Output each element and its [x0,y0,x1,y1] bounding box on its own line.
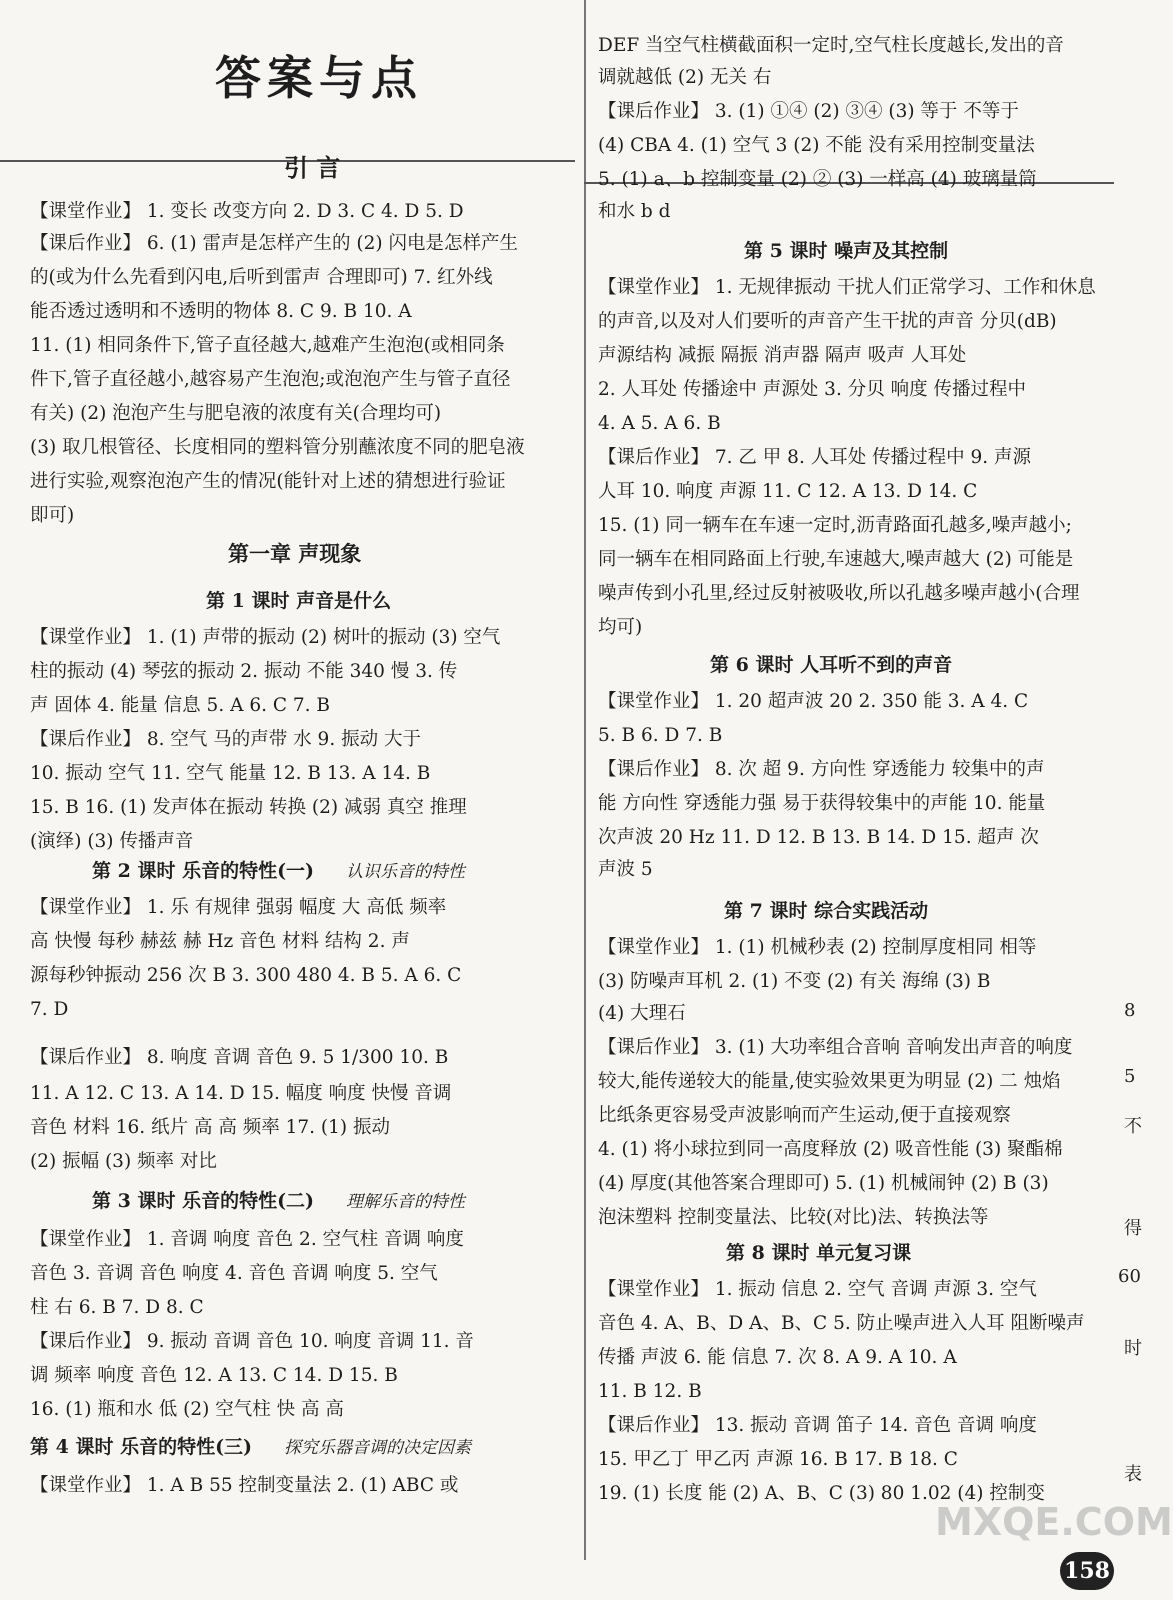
answer-line: (2) 振幅 (3) 频率 对比 [30,1151,217,1172]
section-heading [724,896,928,923]
answer-line: 5. (1) a、b 控制变量 (2) ② (3) 一样高 (4) 玻璃量筒 [598,169,1037,190]
edge-fragment: 5 [1124,1066,1136,1087]
answer-line: (4) 大理石 [598,1003,686,1024]
section-heading [92,856,465,883]
answer-line: 11. (1) 相同条件下,管子直径越大,越难产生泡泡(或相同条 [30,335,505,356]
answer-line: 【课后作业】 3. (1) ①④ (2) ③④ (3) 等于 不等于 [598,101,1019,122]
section-heading-text: 第 8 课时 单元复习课 [726,1242,912,1264]
section-heading [726,1238,911,1265]
section-heading [710,650,952,677]
section-heading-text: 第 6 课时 人耳听不到的声音 [710,654,953,676]
answer-line: 传播 声波 6. 能 信息 7. 次 8. A 9. A 10. A [598,1347,957,1368]
answer-line: 【课后作业】 8. 响度 音调 音色 9. 5 1/300 10. B [30,1047,449,1068]
edge-fragment: 60 [1118,1266,1141,1287]
answer-line: 和水 b d [598,201,671,222]
edge-fragment: 8 [1124,1000,1136,1021]
section-heading [284,148,340,183]
answer-line: (演绎) (3) 传播声音 [30,831,194,852]
answer-line: 【课堂作业】 1. (1) 机械秒表 (2) 控制厚度相同 相等 [598,937,1037,958]
answer-line: 【课后作业】 3. (1) 大功率组合音响 音响发出声音的响度 [598,1037,1073,1058]
watermark-text: MXQE.COM [935,1500,1173,1544]
answer-line: 能否透过透明和不透明的物体 8. C 9. B 10. A [30,301,412,322]
answer-line: 源每秒钟振动 256 次 B 3. 300 480 4. B 5. A 6. C [30,965,462,986]
answer-line: 【课后作业】 6. (1) 雷声是怎样产生的 (2) 闪电是怎样产生 [30,233,518,254]
answer-line: 【课堂作业】 1. 音调 响度 音色 2. 空气柱 音调 响度 [30,1229,464,1250]
section-heading [206,586,391,613]
answer-line: 【课堂作业】 1. 20 超声波 20 2. 350 能 3. A 4. C [598,691,1029,712]
section-heading-text: 第 5 课时 噪声及其控制 [744,240,949,262]
section-subtitle: 探究乐器音调的决定因素 [284,1438,472,1458]
answer-line: 高 快慢 每秒 赫兹 赫 Hz 音色 材料 结构 2. 声 [30,931,410,952]
section-heading-text: 第 7 课时 综合实践活动 [724,900,929,922]
page-number: 158 [1060,1552,1114,1590]
section-heading [92,1186,465,1213]
edge-fragment: 不 [1124,1116,1142,1137]
answer-line: 【课堂作业】 1. (1) 声带的振动 (2) 树叶的振动 (3) 空气 [30,627,501,648]
answer-line: 比纸条更容易受声波影响而产生运动,便于直接观察 [598,1105,1011,1126]
answer-line: 【课堂作业】 1. 振动 信息 2. 空气 音调 声源 3. 空气 [598,1279,1037,1300]
answer-line: (4) 厚度(其他答案合理即可) 5. (1) 机械闹钟 (2) B (3) [598,1173,1049,1194]
section-heading-text: 第 4 课时 乐音的特性(三) [30,1436,253,1458]
answer-line: 调就越低 (2) 无关 右 [598,67,772,88]
section-heading [30,1432,471,1459]
answer-line: (3) 取几根管径、长度相同的塑料管分别蘸浓度不同的肥皂液 [30,437,525,458]
answer-line: 11. B 12. B [598,1381,702,1402]
answer-line: 泡沫塑料 控制变量法、比较(对比)法、转换法等 [598,1207,989,1228]
answer-line: 11. A 12. C 13. A 14. D 15. 幅度 响度 快慢 音调 [30,1083,452,1104]
answer-line: 声 固体 4. 能量 信息 5. A 6. C 7. B [30,695,331,716]
answer-line: 次声波 20 Hz 11. D 12. B 13. B 14. D 15. 超声 次 [598,827,1039,848]
answer-line: 声波 5 [598,859,653,880]
answer-line: 【课后作业】 8. 空气 马的声带 水 9. 振动 大于 [30,729,421,750]
answer-line: 15. 甲乙丁 甲乙丙 声源 16. B 17. B 18. C [598,1449,958,1470]
answer-line: 件下,管子直径越小,越容易产生泡泡;或泡泡产生与管子直径 [30,369,511,390]
answer-line: 声源结构 减振 隔振 消声器 隔声 吸声 人耳处 [598,345,967,366]
edge-fragment: 得 [1124,1218,1142,1239]
answer-line: 均可) [598,617,643,638]
edge-fragment: 表 [1124,1464,1142,1485]
answer-line: 【课堂作业】 1. A B 55 控制变量法 2. (1) ABC 或 [30,1475,459,1496]
answer-line: 进行实验,观察泡泡产生的情况(能针对上述的猜想进行验证 [30,471,506,492]
section-heading-text: 第一章 声现象 [228,541,362,566]
answer-line: 的声音,以及对人们要听的声音产生干扰的声音 分贝(dB) [598,311,1057,332]
answer-line: 音色 4. A、B、D A、B、C 5. 防止噪声进入人耳 阻断噪声 [598,1313,1085,1334]
column-divider [584,0,586,1560]
answer-line: (3) 防噪声耳机 2. (1) 不变 (2) 有关 海绵 (3) B [598,971,991,992]
answer-line: 【课后作业】 13. 振动 音调 笛子 14. 音色 音调 响度 [598,1415,1037,1436]
answer-line: 能 方向性 穿透能力强 易于获得较集中的声能 10. 能量 [598,793,1046,814]
answer-line: 调 频率 响度 音色 12. A 13. C 14. D 15. B [30,1365,398,1386]
answer-line: 7. D [30,999,69,1020]
edge-fragment: 时 [1124,1338,1142,1359]
answer-line: 【课后作业】 8. 次 超 9. 方向性 穿透能力 较集中的声 [598,759,1045,780]
answer-line: 音色 材料 16. 纸片 高 高 频率 17. (1) 振动 [30,1117,390,1138]
answer-line: 有关) (2) 泡泡产生与肥皂液的浓度有关(合理均可) [30,403,442,424]
answer-line: 4. A 5. A 6. B [598,413,721,434]
answer-line: 的(或为什么先看到闪电,后听到雷声 合理即可) 7. 红外线 [30,267,493,288]
answer-line: 音色 3. 音调 音色 响度 4. 音色 音调 响度 5. 空气 [30,1263,438,1284]
section-heading-text: 第 2 课时 乐音的特性(一) [92,860,315,882]
answer-line: 5. B 6. D 7. B [598,725,723,746]
answer-line: 【课后作业】 9. 振动 音调 音色 10. 响度 音调 11. 音 [30,1331,474,1352]
answer-line: 人耳 10. 响度 声源 11. C 12. A 13. D 14. C [598,481,978,502]
answer-line: 噪声传到小孔里,经过反射被吸收,所以孔越多噪声越小(合理 [598,583,1080,604]
answer-line: 2. 人耳处 传播途中 声源处 3. 分贝 响度 传播过程中 [598,379,1026,400]
answer-line: 【课后作业】 7. 乙 甲 8. 人耳处 传播过程中 9. 声源 [598,447,1031,468]
answer-line: 19. (1) 长度 能 (2) A、B、C (3) 80 1.02 (4) 控制变 [598,1483,1045,1504]
answer-line: 柱 右 6. B 7. D 8. C [30,1297,204,1318]
answer-line: 【课堂作业】 1. 乐 有规律 强弱 幅度 大 高低 频率 [30,897,447,918]
answer-line: 较大,能传递较大的能量,使实验效果更为明显 (2) 二 烛焰 [598,1071,1061,1092]
answer-line: 4. (1) 将小球拉到同一高度释放 (2) 吸音性能 (3) 聚酯棉 [598,1139,1063,1160]
section-heading-text: 第 3 课时 乐音的特性(二) [92,1190,315,1212]
section-heading-text: 引 言 [284,153,341,182]
page-title: 答案与点 [215,51,423,105]
answer-line: 即可) [30,505,75,526]
answer-line: 10. 振动 空气 11. 空气 能量 12. B 13. A 14. B [30,763,431,784]
answer-line: 柱的振动 (4) 琴弦的振动 2. 振动 不能 340 慢 3. 传 [30,661,458,682]
section-subtitle: 理解乐音的特性 [346,1192,466,1212]
answer-line: 同一辆车在相同路面上行驶,车速越大,噪声越大 (2) 可能是 [598,549,1074,570]
answer-line: 15. (1) 同一辆车在车速一定时,沥青路面孔越多,噪声越小; [598,515,1072,536]
answer-line: 16. (1) 瓶和水 低 (2) 空气柱 快 高 高 [30,1399,344,1420]
answer-line: 【课堂作业】 1. 无规律振动 干扰人们正常学习、工作和休息 [598,277,1096,298]
section-heading-text: 第 1 课时 声音是什么 [206,590,392,612]
section-subtitle: 认识乐音的特性 [346,862,466,882]
answer-line: DEF 当空气柱横截面积一定时,空气柱长度越长,发出的音 [598,35,1064,56]
answer-line: 【课堂作业】 1. 变长 改变方向 2. D 3. C 4. D 5. D [30,201,464,222]
section-heading [228,538,361,568]
section-heading [744,236,948,263]
answer-line: 15. B 16. (1) 发声体在振动 转换 (2) 减弱 真空 推理 [30,797,467,818]
answer-line: (4) CBA 4. (1) 空气 3 (2) 不能 没有采用控制变量法 [598,135,1035,156]
